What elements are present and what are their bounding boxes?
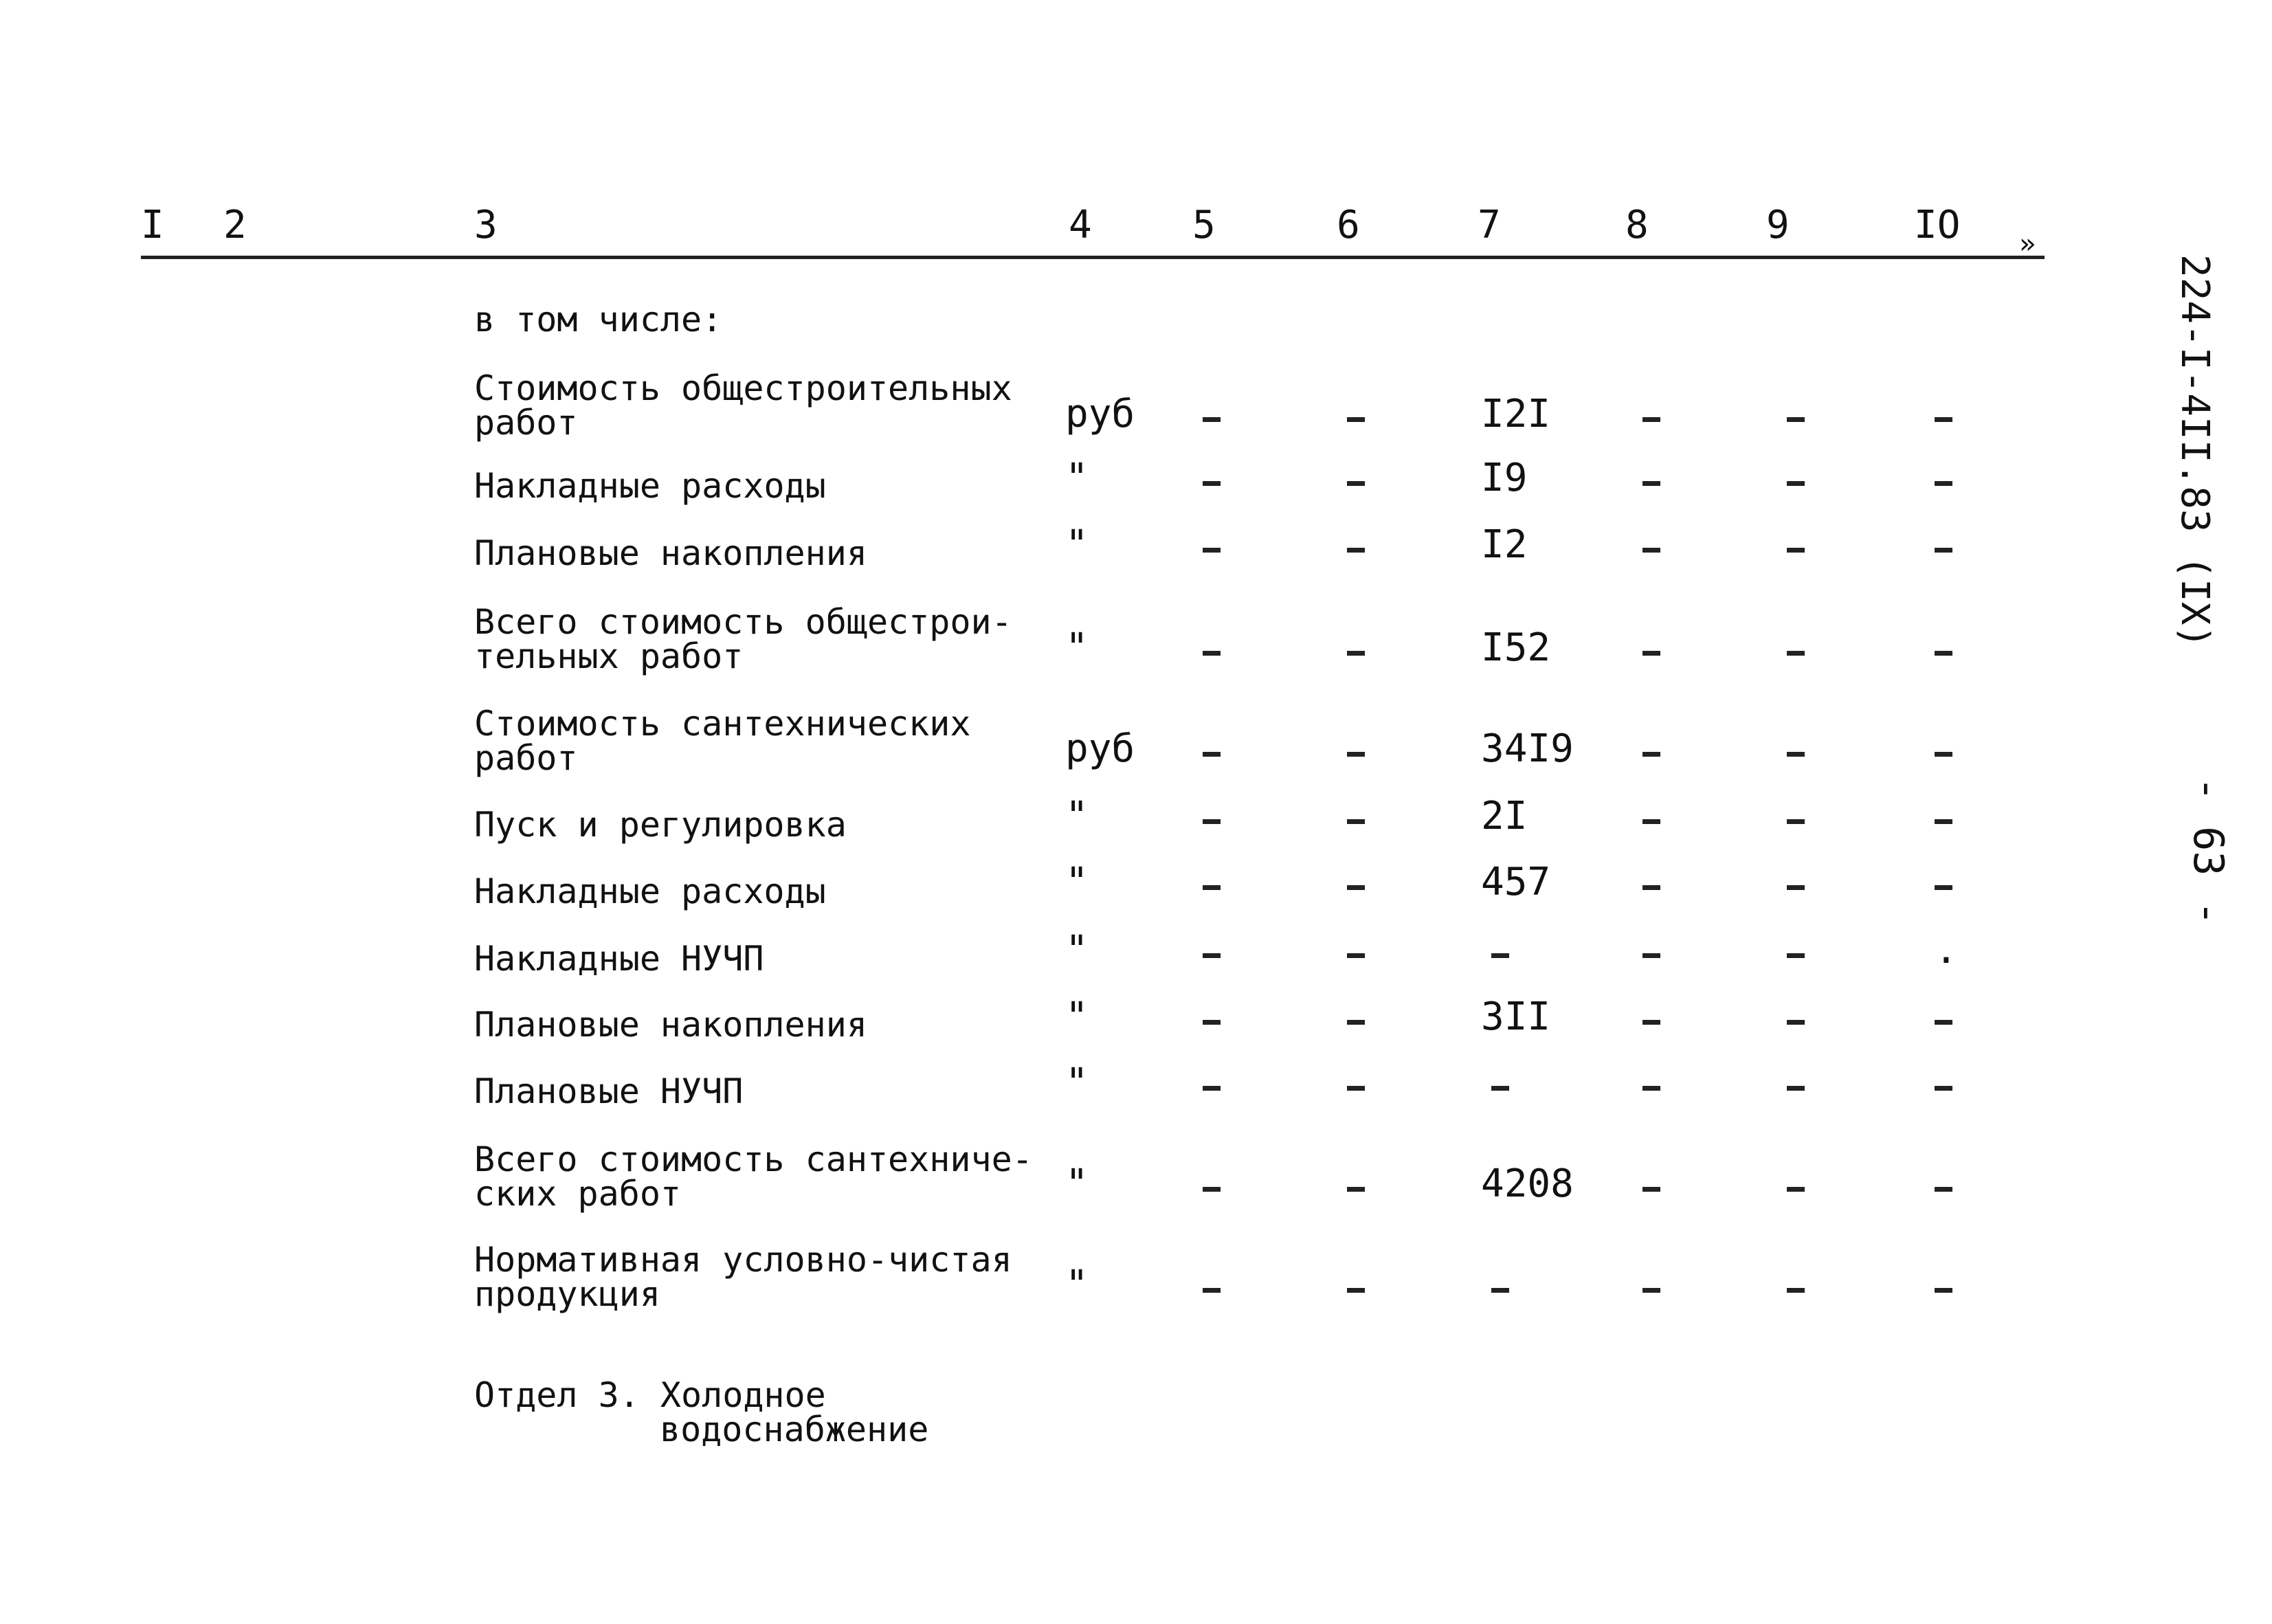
dash-mark bbox=[1347, 752, 1365, 757]
value-cell: 457 bbox=[1481, 860, 1551, 904]
unit-cell: " bbox=[1065, 994, 1089, 1039]
dash-mark bbox=[1347, 481, 1365, 486]
dash-mark bbox=[1203, 481, 1221, 486]
dash-mark bbox=[1347, 885, 1365, 890]
row-label: Стоимость сантехнических работ bbox=[474, 704, 971, 778]
dash-mark bbox=[1935, 1288, 1952, 1293]
row-label: Всего стоимость сантехниче- ских работ bbox=[474, 1139, 1033, 1214]
column-number: IO bbox=[1914, 203, 1961, 247]
dash-mark bbox=[1347, 953, 1365, 958]
dash-mark bbox=[1935, 1020, 1952, 1025]
dash-mark bbox=[1347, 651, 1365, 656]
section-title-continuation-text: водоснабжение bbox=[660, 1410, 929, 1449]
dash-mark bbox=[1347, 1288, 1365, 1293]
dash-mark bbox=[1491, 953, 1509, 958]
dash-mark bbox=[1347, 819, 1365, 824]
unit-cell: " bbox=[1065, 860, 1089, 904]
header-trailing-mark: » bbox=[2019, 228, 2036, 260]
header-rule bbox=[141, 256, 2045, 259]
column-number: 4 bbox=[1069, 203, 1092, 247]
dash-mark bbox=[1787, 953, 1805, 958]
unit-cell: " bbox=[1065, 1161, 1089, 1206]
dash-mark bbox=[1347, 1086, 1365, 1091]
dash-mark bbox=[1203, 1187, 1221, 1192]
dash-mark bbox=[1935, 819, 1952, 824]
value-cell: 4208 bbox=[1481, 1161, 1574, 1206]
unit-cell: " bbox=[1065, 1060, 1089, 1105]
dash-mark bbox=[1642, 752, 1660, 757]
value-cell: 34I9 bbox=[1481, 726, 1574, 771]
dash-mark bbox=[1787, 752, 1805, 757]
dash-mark bbox=[1787, 885, 1805, 890]
dash-mark bbox=[1642, 417, 1660, 422]
row-label: Накладные расходы bbox=[474, 466, 826, 506]
row-label: Плановые накопления bbox=[474, 1005, 867, 1045]
column-number: 5 bbox=[1192, 203, 1216, 247]
dash-mark bbox=[1203, 819, 1221, 824]
row-label: Плановые накопления bbox=[474, 533, 867, 573]
dash-mark bbox=[1642, 1288, 1660, 1293]
dash-mark bbox=[1642, 819, 1660, 824]
row-label: Всего стоимость общестрои- тельных работ bbox=[474, 602, 1012, 676]
dash-mark bbox=[1787, 548, 1805, 553]
dash-mark bbox=[1787, 417, 1805, 422]
dash-mark bbox=[1787, 651, 1805, 656]
dash-mark bbox=[1935, 1086, 1952, 1091]
dash-mark bbox=[1491, 1086, 1509, 1091]
dash-mark bbox=[1642, 548, 1660, 553]
dash-mark bbox=[1935, 481, 1952, 486]
dash-mark bbox=[1642, 953, 1660, 958]
value-cell: 3II bbox=[1481, 994, 1551, 1039]
document-code: 224-I-4II.83 (IX) bbox=[2172, 254, 2217, 649]
value-cell: 2I bbox=[1481, 794, 1528, 838]
dash-mark bbox=[1642, 1020, 1660, 1025]
dash-mark bbox=[1935, 885, 1952, 890]
dash-mark bbox=[1787, 481, 1805, 486]
column-number: 3 bbox=[474, 203, 498, 247]
section-title: Отдел 3. Холодное bbox=[474, 1375, 826, 1415]
unit-cell: " bbox=[1065, 928, 1089, 972]
row-label: Накладные расходы bbox=[474, 871, 826, 911]
dash-mark bbox=[1642, 1187, 1660, 1192]
row-label: Накладные НУЧП bbox=[474, 939, 764, 979]
dash-mark bbox=[1203, 651, 1221, 656]
row-label: Плановые НУЧП bbox=[474, 1071, 744, 1111]
unit-cell: " bbox=[1065, 625, 1089, 670]
section-title-continuation bbox=[474, 1412, 928, 1447]
dash-mark bbox=[1935, 548, 1952, 553]
dash-mark bbox=[1787, 1187, 1805, 1192]
value-cell: I2 bbox=[1481, 522, 1528, 567]
row-label: Пуск и регулировка bbox=[474, 805, 847, 845]
column-number: 2 bbox=[223, 203, 247, 247]
dash-mark bbox=[1935, 1187, 1952, 1192]
column-number: I bbox=[141, 203, 164, 247]
column-number: 9 bbox=[1766, 203, 1790, 247]
dash-mark bbox=[1203, 1020, 1221, 1025]
dash-mark bbox=[1347, 548, 1365, 553]
dash-mark bbox=[1787, 1086, 1805, 1091]
dash-mark bbox=[1642, 1086, 1660, 1091]
dash-mark bbox=[1935, 417, 1952, 422]
dash-mark bbox=[1347, 1020, 1365, 1025]
row-label: Нормативная условно-чистая продукция bbox=[474, 1240, 1012, 1314]
dash-mark bbox=[1642, 885, 1660, 890]
dash-mark bbox=[1787, 1020, 1805, 1025]
dash-mark bbox=[1203, 885, 1221, 890]
dash-mark bbox=[1203, 1288, 1221, 1293]
unit-cell: руб bbox=[1065, 726, 1135, 771]
value-cell: . bbox=[1935, 928, 1958, 972]
dash-mark bbox=[1347, 1187, 1365, 1192]
unit-cell: " bbox=[1065, 456, 1089, 500]
dash-mark bbox=[1491, 1288, 1509, 1293]
row-label: Стоимость общестроительных работ bbox=[474, 368, 1012, 443]
dash-mark bbox=[1935, 651, 1952, 656]
dash-mark bbox=[1935, 752, 1952, 757]
dash-mark bbox=[1203, 953, 1221, 958]
page-number: - 63 - bbox=[2184, 777, 2232, 926]
value-cell: I52 bbox=[1481, 625, 1551, 670]
dash-mark bbox=[1787, 819, 1805, 824]
column-number: 6 bbox=[1337, 203, 1360, 247]
dash-mark bbox=[1347, 417, 1365, 422]
unit-cell: руб bbox=[1065, 392, 1135, 436]
intro-text: в том числе: bbox=[474, 300, 723, 340]
dash-mark bbox=[1787, 1288, 1805, 1293]
unit-cell: " bbox=[1065, 1263, 1089, 1307]
unit-cell: " bbox=[1065, 522, 1089, 567]
column-number: 7 bbox=[1478, 203, 1501, 247]
value-cell: I9 bbox=[1481, 456, 1528, 500]
dash-mark bbox=[1203, 752, 1221, 757]
column-number: 8 bbox=[1625, 203, 1649, 247]
value-cell: I2I bbox=[1481, 392, 1551, 436]
unit-cell: " bbox=[1065, 794, 1089, 838]
dash-mark bbox=[1203, 548, 1221, 553]
dash-mark bbox=[1203, 417, 1221, 422]
dash-mark bbox=[1642, 651, 1660, 656]
dash-mark bbox=[1203, 1086, 1221, 1091]
dash-mark bbox=[1642, 481, 1660, 486]
